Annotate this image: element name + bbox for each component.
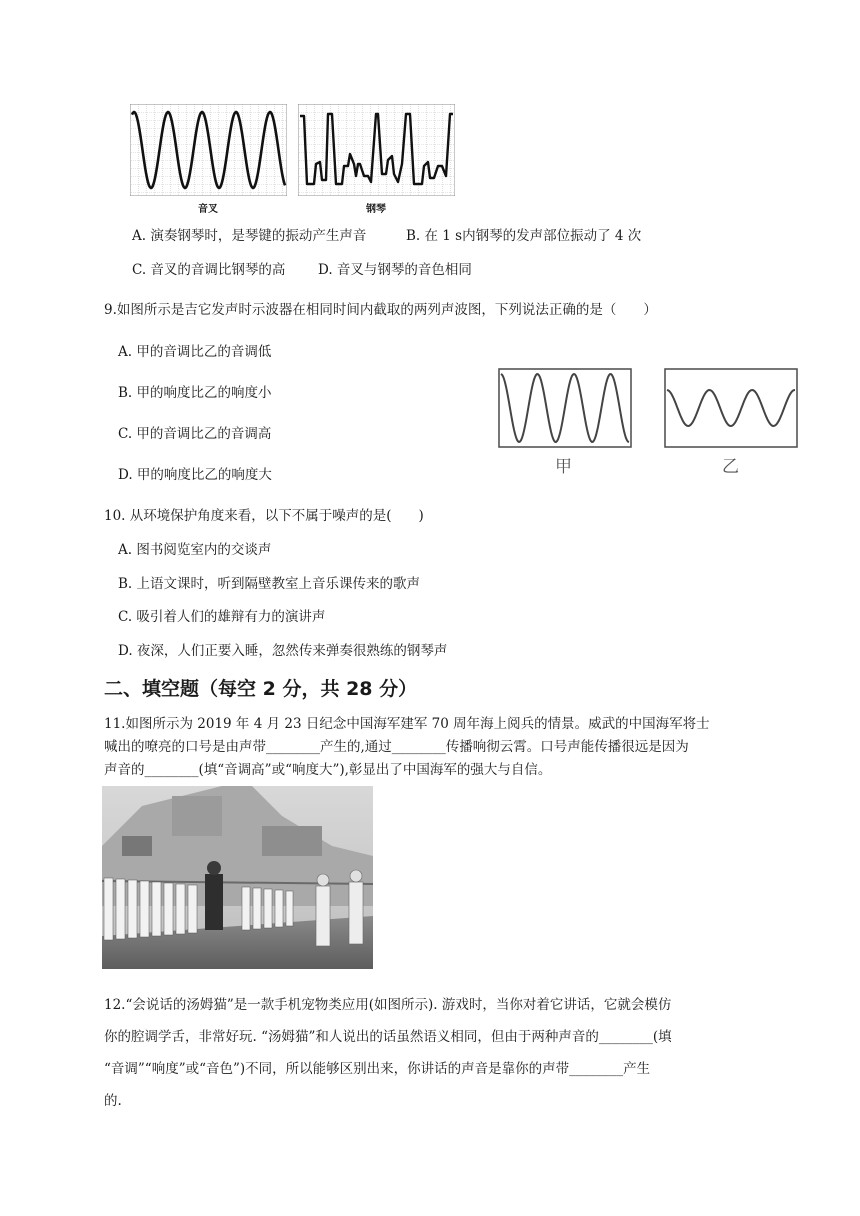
- q10-option-d: D. 夜深，人们正要入睡，忽然传来弹奏很熟练的钢琴声: [118, 643, 448, 659]
- q9-option-a: A. 甲的音调比乙的音调低: [118, 344, 272, 360]
- wave-yi: [664, 368, 798, 448]
- q9-stem: 9.如图所示是吉它发声时示波器在相同时间内截取的两列声波图，下列说法正确的是（ ）: [104, 302, 657, 318]
- q11-line3: 声音的________(填“音调高”或“响度大”),彰显出了中国海军的强大与自信。: [104, 762, 552, 778]
- tuning-fork-caption: 音叉: [198, 204, 218, 215]
- q11-line1: 11.如图所示为 2019 年 4 月 23 日纪念中国海军建军 70 周年海上阅兵的情景。威武的中国海军将士: [104, 716, 710, 732]
- q11-line2: 喊出的嘹亮的口号是由声带________产生的,通过________传播响彻云霄。口号声能传播很远是因为: [104, 739, 689, 755]
- q12-line4: 的.: [104, 1093, 122, 1109]
- q8-option-b: B. 在 1 s内钢琴的发声部位振动了 4 次: [406, 228, 642, 244]
- naval-review-photo: [102, 786, 373, 969]
- q9-option-b: B. 甲的响度比乙的响度小: [118, 385, 272, 401]
- caption-jia: 甲: [555, 457, 572, 477]
- q8-option-c: C. 音叉的音调比钢琴的高: [132, 262, 286, 278]
- q10-option-a: A. 图书阅览室内的交谈声: [118, 542, 272, 558]
- q8-option-a: A. 演奏钢琴时，是琴键的振动产生声音: [132, 228, 367, 244]
- piano-waveform: [298, 104, 455, 196]
- caption-yi: 乙: [722, 457, 739, 477]
- q12-line2: 你的腔调学舌，非常好玩. “汤姆猫”和人说出的话虽然语义相同，但由于两种声音的________(填: [104, 1029, 672, 1045]
- tuning-fork-waveform: [130, 104, 287, 196]
- q9-waveform-figure: [498, 368, 800, 478]
- q10-option-c: C. 吸引着人们的雄辩有力的演讲声: [118, 609, 326, 625]
- q8-waveform-figure: [130, 104, 460, 216]
- q10-option-b: B. 上语文课时，听到隔壁教室上音乐课传来的歌声: [118, 576, 421, 592]
- wave-jia: [498, 368, 632, 448]
- q10-stem: 10. 从环境保护角度来看，以下不属于噪声的是( ): [104, 508, 424, 524]
- piano-caption: 钢琴: [366, 204, 386, 215]
- q12-line1: 12.“会说话的汤姆猫”是一款手机宠物类应用(如图所示). 游戏时，当你对着它讲话，它就会模仿: [104, 997, 672, 1013]
- q12-line3: “音调”“响度”或“音色”)不同，所以能够区别出来，你讲话的声音是靠你的声带________产生: [104, 1061, 651, 1077]
- q9-option-c: C. 甲的音调比乙的音调高: [118, 426, 272, 442]
- q9-option-d: D. 甲的响度比乙的响度大: [118, 467, 272, 483]
- section-title: 二、填空题（每空 2 分，共 28 分）: [104, 678, 418, 700]
- q8-option-d: D. 音叉与钢琴的音色相同: [318, 262, 472, 278]
